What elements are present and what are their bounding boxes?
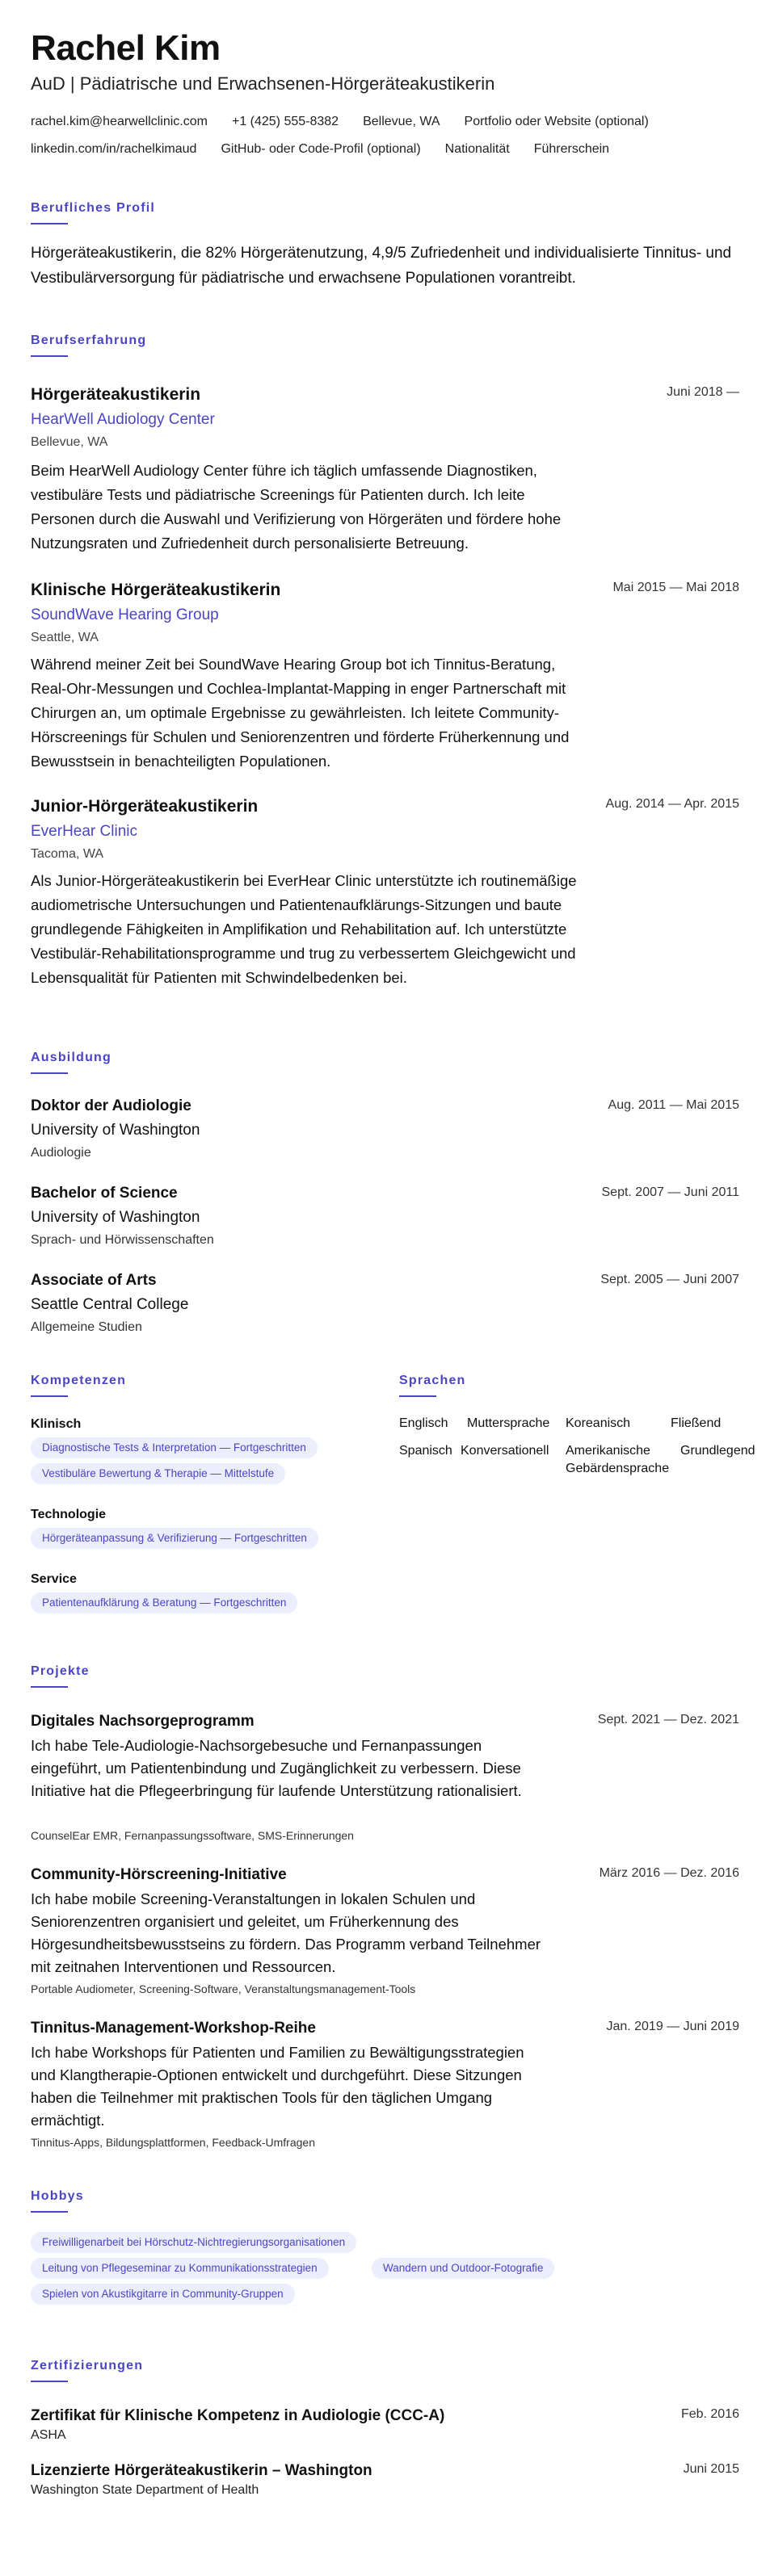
license-text: Führerschein bbox=[533, 142, 610, 156]
skill-pill: Patientenaufklärung & Beratung — Fortgeschritten bbox=[31, 1592, 297, 1613]
hobby-pill: Spielen von Akustikgitarre in Community-Gruppen bbox=[31, 2284, 295, 2305]
section-divider bbox=[399, 1395, 436, 1397]
language-name: Amerikanische Gebärdensprache bbox=[566, 1444, 670, 1475]
phone-text: +1 (425) 555-8382 bbox=[231, 115, 339, 128]
linkedin-link[interactable]: linkedin.com/in/rachelkimaud bbox=[31, 142, 197, 156]
edu-school: Seattle Central College bbox=[31, 1296, 189, 1313]
edu-date: Aug. 2011 — Mai 2015 bbox=[608, 1098, 739, 1112]
hobby-pill: Freiwilligenarbeit bei Hörschutz-Nichtregierungsorganisationen bbox=[31, 2232, 356, 2253]
skills-section-title: Kompetenzen bbox=[31, 1374, 127, 1387]
candidate-headline: AuD | Pädiatrische und Erwachsenen-Hörgeräteakustikerin bbox=[31, 73, 495, 94]
job-title: Klinische Hörgeräteakustikerin bbox=[31, 581, 281, 599]
edu-degree: Bachelor of Science bbox=[31, 1185, 178, 1202]
nationality-text: Nationalität bbox=[444, 142, 510, 156]
project-description: Ich habe Workshops für Patienten und Familien zu Bewältigungsstrategien und Klangtherapie-Optionen entwickelt und durchgeführt. Diese Sitzungen haben die Teilnehmer mit praktischen Tools für den täglichen Umgang ermächtigt. bbox=[31, 2044, 524, 2129]
cert-issuer: ASHA bbox=[31, 2428, 66, 2442]
projects-section-title: Projekte bbox=[31, 1664, 90, 1678]
skill-category: Klinisch bbox=[31, 1417, 82, 1431]
profile-section-title: Berufliches Profil bbox=[31, 201, 156, 215]
edu-date: Sept. 2007 — Juni 2011 bbox=[601, 1185, 739, 1199]
project-title: Tinnitus-Management-Workshop-Reihe bbox=[31, 2020, 316, 2037]
section-divider bbox=[31, 2381, 68, 2382]
project-title: Community-Hörscreening-Initiative bbox=[31, 1866, 287, 1883]
project-date: Jan. 2019 — Juni 2019 bbox=[606, 2020, 739, 2033]
language-name: Koreanisch bbox=[566, 1416, 631, 1430]
job-title: Hörgeräteakustikerin bbox=[31, 385, 201, 404]
cert-issuer: Washington State Department of Health bbox=[31, 2483, 259, 2497]
skill-category: Service bbox=[31, 1572, 77, 1586]
skill-pill: Vestibuläre Bewertung & Therapie — Mittelstufe bbox=[31, 1463, 285, 1484]
job-company: EverHear Clinic bbox=[31, 823, 137, 840]
contact-row-1 bbox=[31, 115, 673, 129]
email-link[interactable]: rachel.kim@hearwellclinic.com bbox=[31, 115, 208, 128]
section-divider bbox=[31, 1395, 68, 1397]
job-location: Seattle, WA bbox=[31, 631, 99, 644]
edu-degree: Associate of Arts bbox=[31, 1272, 157, 1289]
job-company: SoundWave Hearing Group bbox=[31, 606, 219, 623]
project-tech: CounselEar EMR, Fernanpassungssoftware, SMS-Erinnerungen bbox=[31, 1829, 354, 1842]
certifications-section-title: Zertifizierungen bbox=[31, 2359, 144, 2373]
skill-pill: Diagnostische Tests & Interpretation — Fortgeschritten bbox=[31, 1437, 318, 1458]
job-date: Juni 2018 — bbox=[667, 385, 739, 399]
contact-row-2 bbox=[31, 142, 633, 157]
job-description: Beim HearWell Audiology Center führe ich täglich umfassende Diagnostiken, vestibuläre Tests und pädiatrische Screenings für Patienten durch. Ich leite Personen durch die Auswahl und Verifizierung von Hörgeräten und fördere hohe Nutzungsraten und Zufriedenheit durch personalisierte Betreuung. bbox=[31, 462, 562, 552]
job-description: Als Junior-Hörgeräteakustikerin bei EverHear Clinic unterstützte ich routinemäßige audiometrische Untersuchungen und Patientenaufklärungs-Sitzungen und baute grundlegende Fähigkeiten in Amplifikation und Rehabilitation auf. Ich unterstützte Vestibulär-Rehabilitationsprogramme und trug zu verbessertem Gleichgewicht und Lebensqualität für Patienten mit Schwindelbedenken bei. bbox=[31, 872, 577, 986]
job-location: Tacoma, WA bbox=[31, 847, 104, 861]
experience-section-title: Berufserfahrung bbox=[31, 334, 147, 347]
project-date: Sept. 2021 — Dez. 2021 bbox=[597, 1713, 739, 1726]
edu-field: Allgemeine Studien bbox=[31, 1320, 142, 1334]
edu-field: Sprach- und Hörwissenschaften bbox=[31, 1233, 214, 1247]
job-description: Während meiner Zeit bei SoundWave Hearing Group bot ich Tinnitus-Beratung, Real-Ohr-Messungen und Cochlea-Implantat-Mapping in enger Partnerschaft mit Chirurgen an, um optimale Ergebnisse zu gewährleisten. Ich leitete Community-Hörscreenings für Schulen und Seniorenzentren und förderte Früherkennung und Bewusstsein in benachteiligten Populationen. bbox=[31, 656, 570, 770]
section-divider bbox=[31, 355, 68, 357]
job-location: Bellevue, WA bbox=[31, 435, 108, 449]
job-title: Junior-Hörgeräteakustikerin bbox=[31, 797, 259, 816]
education-section-title: Ausbildung bbox=[31, 1051, 112, 1064]
cert-date: Juni 2015 bbox=[683, 2462, 739, 2476]
language-name: Englisch bbox=[399, 1416, 448, 1430]
edu-school: University of Washington bbox=[31, 1122, 200, 1139]
hobbies-section-title: Hobbys bbox=[31, 2189, 84, 2203]
skill-pill: Hörgeräteanpassung & Verifizierung — Fortgeschritten bbox=[31, 1528, 318, 1549]
cert-name: Lizenzierte Hörgeräteakustikerin – Washington bbox=[31, 2462, 372, 2479]
edu-school: University of Washington bbox=[31, 1209, 200, 1226]
project-tech: Tinnitus-Apps, Bildungsplattformen, Feedback-Umfragen bbox=[31, 2136, 315, 2149]
language-level: Konversationell bbox=[461, 1444, 549, 1458]
location-text: Bellevue, WA bbox=[363, 115, 440, 128]
cert-name: Zertifikat für Klinische Kompetenz in Audiologie (CCC-A) bbox=[31, 2407, 445, 2424]
cert-date: Feb. 2016 bbox=[680, 2407, 739, 2421]
section-divider bbox=[31, 1072, 68, 1074]
skill-category: Technologie bbox=[31, 1508, 107, 1521]
project-description: Ich habe Tele-Audiologie-Nachsorgebesuche und Fernanpassungen eingeführt, um Patientenbindung und Zugänglichkeit zu verbessern. Diese Initiative hat die Pflegeerbringung für laufende Unterstützung rationalisiert. bbox=[31, 1737, 522, 1799]
candidate-name: Rachel Kim bbox=[31, 28, 221, 68]
section-divider bbox=[31, 1686, 68, 1688]
portfolio-link[interactable]: Portfolio oder Website (optional) bbox=[464, 115, 649, 128]
job-company: HearWell Audiology Center bbox=[31, 411, 215, 428]
section-divider bbox=[31, 2211, 68, 2213]
hobby-pill: Wandern und Outdoor-Fotografie bbox=[372, 2258, 554, 2279]
language-level: Muttersprache bbox=[467, 1416, 550, 1430]
project-tech: Portable Audiometer, Screening-Software, Veranstaltungsmanagement-Tools bbox=[31, 1982, 416, 1995]
github-link[interactable]: GitHub- oder Code-Profil (optional) bbox=[221, 142, 421, 156]
languages-section-title: Sprachen bbox=[399, 1374, 466, 1387]
project-description: Ich habe mobile Screening-Veranstaltungen in lokalen Schulen und Seniorenzentren organisiert und geleitet, um Früherkennung des Hörgesundheitsbewusstseins zu fördern. Das Programm verband Teilnehmer mit zeitnahen Interventionen und Ressourcen. bbox=[31, 1890, 541, 1975]
profile-summary: Hörgeräteakustikerin, die 82% Hörgerätenutzung, 4,9/5 Zufriedenheit und individualisierte Tinnitus- und Vestibulärversorgung für pädiatrische und erwachsene Populationen vorantreibt. bbox=[31, 245, 732, 287]
edu-degree: Doktor der Audiologie bbox=[31, 1097, 191, 1114]
section-divider bbox=[31, 223, 68, 224]
edu-field: Audiologie bbox=[31, 1146, 91, 1160]
edu-date: Sept. 2005 — Juni 2007 bbox=[600, 1273, 739, 1286]
language-name: Spanisch bbox=[399, 1444, 452, 1458]
project-title: Digitales Nachsorgeprogramm bbox=[31, 1713, 255, 1730]
language-level: Fließend bbox=[671, 1416, 722, 1430]
job-date: Aug. 2014 — Apr. 2015 bbox=[605, 797, 739, 811]
project-date: März 2016 — Dez. 2016 bbox=[599, 1866, 739, 1880]
job-date: Mai 2015 — Mai 2018 bbox=[612, 581, 739, 594]
language-level: Grundlegend bbox=[680, 1444, 755, 1458]
hobby-pill: Leitung von Pflegeseminar zu Kommunikationsstrategien bbox=[31, 2258, 329, 2279]
